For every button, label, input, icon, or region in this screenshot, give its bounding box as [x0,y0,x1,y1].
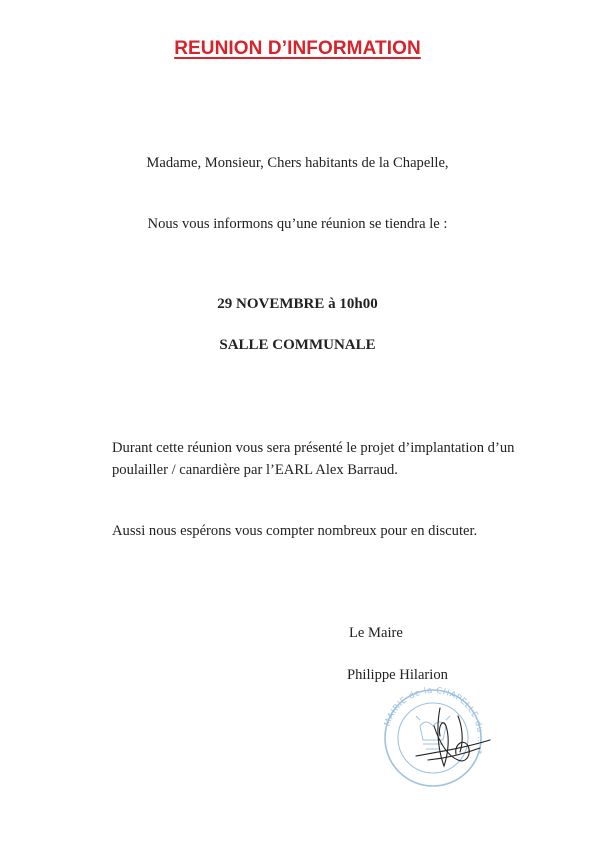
signature-role: Le Maire [349,625,403,641]
greeting-line: Madame, Monsieur, Chers habitants de la Chapelle, [146,155,449,171]
meeting-place: SALLE COMMUNALE [219,337,376,353]
closing-paragraph: Aussi nous espérons vous compter nombreux pour en discuter. [112,523,478,539]
intro-line: Nous vous informons qu’une réunion se tiendra le : [147,216,448,232]
signature-name: Philippe Hilarion [347,667,448,683]
stamp-text: MAIRIE de la CHAPELLE du ... * [382,686,486,756]
meeting-date: 29 NOVEMBRE à 10h00 [217,296,378,312]
document-title: REUNION D’INFORMATION [174,38,421,59]
body-paragraph-line-2: poulailler / canardière par l’EARL Alex Barraud. [112,462,398,478]
body-paragraph-line-1: Durant cette réunion vous sera présenté le projet d’implantation d’un [112,440,515,456]
official-stamp [383,686,485,786]
mayor-stamp-and-signature [368,686,498,791]
